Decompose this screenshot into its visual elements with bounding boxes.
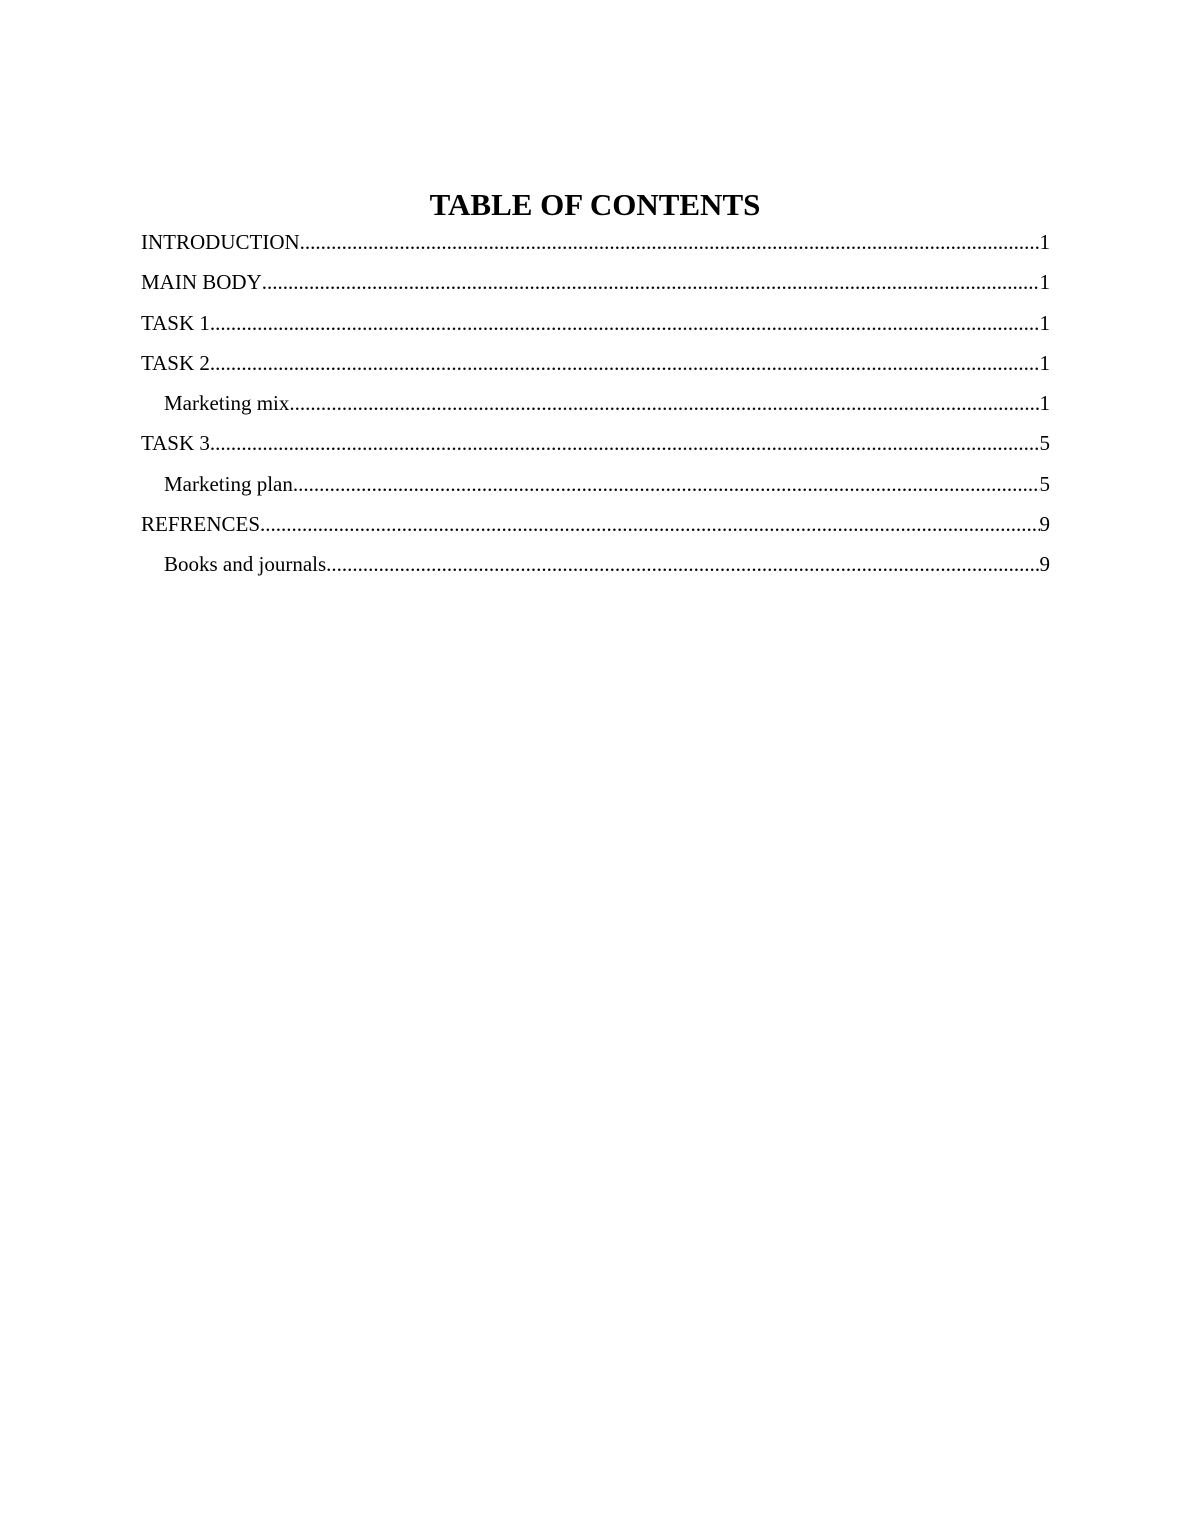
toc-page-number: 9: [1039, 511, 1050, 536]
toc-entry-label: MAIN BODY: [141, 270, 262, 295]
toc-entry-label: Books and journals: [164, 552, 327, 576]
toc-entry-introduction[interactable]: [141, 228, 1050, 268]
toc-entry-marketing-plan[interactable]: [141, 470, 1050, 510]
toc-dot-leader: [289, 389, 1039, 417]
toc-page-number: 5: [1039, 471, 1050, 496]
toc-page-number: 1: [1039, 270, 1050, 295]
toc-dot-leader: [260, 510, 1039, 538]
toc-entry-label: TASK 2: [141, 350, 210, 375]
toc-page-number: 5: [1039, 431, 1050, 456]
toc-entry-label: TASK 3: [141, 431, 210, 456]
toc-entry-main-body[interactable]: [141, 268, 1050, 308]
toc-entry-task-1[interactable]: [141, 309, 1050, 349]
toc-dot-leader: [300, 228, 1040, 256]
toc-entry-task-3[interactable]: [141, 429, 1050, 469]
toc-page-number: 1: [1039, 350, 1050, 375]
toc-title: TABLE OF CONTENTS: [429, 187, 761, 222]
toc-dot-leader: [262, 268, 1040, 296]
toc-dot-leader: [210, 309, 1040, 337]
toc-dot-leader: [326, 550, 1039, 578]
toc-page-number: 9: [1039, 552, 1050, 576]
toc-entry-books-and-journals[interactable]: [141, 550, 1050, 590]
toc-page-number: 1: [1039, 230, 1050, 254]
toc-entry-label: Marketing mix: [164, 391, 290, 415]
toc-page-number: 1: [1039, 310, 1050, 335]
toc-dot-leader: [210, 349, 1040, 377]
toc-entry-label: Marketing plan: [164, 471, 293, 496]
toc-page-number: 1: [1039, 391, 1050, 415]
toc-entry-label: INTRODUCTION: [141, 230, 300, 254]
toc-entry-label: REFRENCES: [141, 511, 261, 536]
toc-dot-leader: [293, 470, 1040, 498]
toc-list: [141, 228, 1050, 590]
toc-entry-refrences[interactable]: [141, 510, 1050, 550]
toc-dot-leader: [210, 429, 1040, 457]
toc-entry-marketing-mix[interactable]: [141, 389, 1050, 429]
toc-entry-task-2[interactable]: [141, 349, 1050, 389]
toc-entry-label: TASK 1: [141, 310, 210, 335]
